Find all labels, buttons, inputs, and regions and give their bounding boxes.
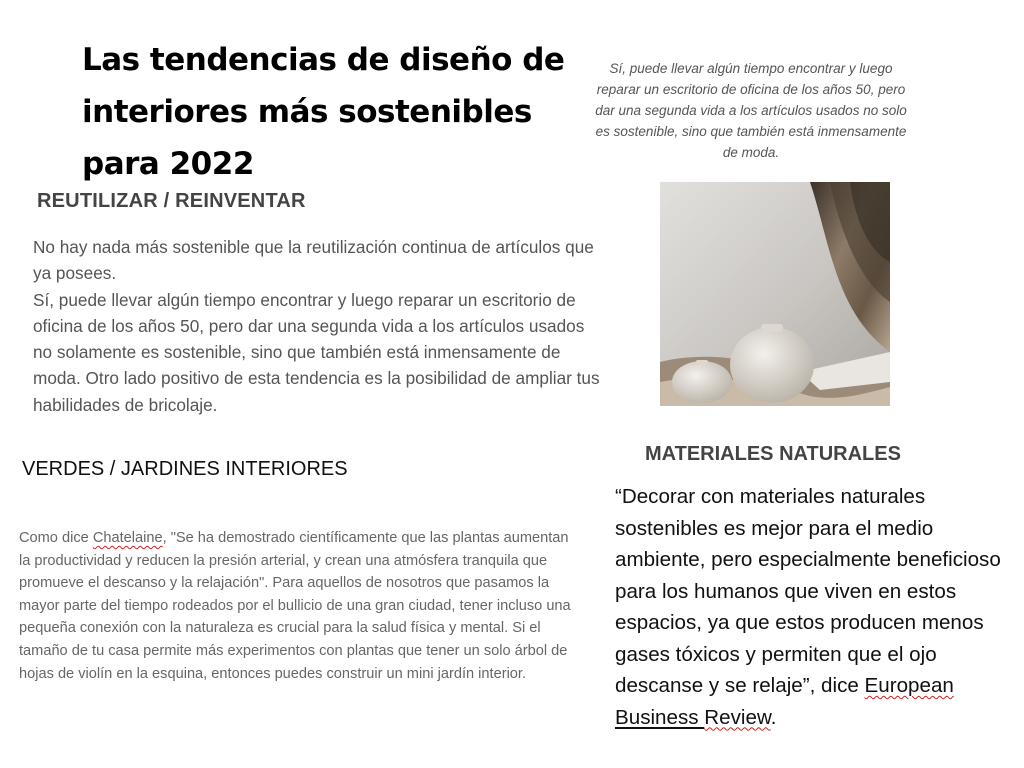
reuse-paragraph (33, 234, 608, 418)
quote-end: . (770, 705, 777, 729)
chatelaine-source: Chatelaine (92, 530, 163, 546)
page-title: Las tendencias de diseño de interiores más sostenibles para 2022 (82, 42, 565, 182)
materials-quote-text: “Decorar con materiales naturales sostenibles es mejor para el medio ambiente, pero especialmente beneficioso para los humanos que viven en estos espacios, ya que estos producen menos gases tóxicos y permiten que el ojo descanse y se relaje”, dice (615, 485, 1001, 697)
green-paragraph (19, 527, 579, 685)
green-body: , "Se ha demostrado científicamente que las plantas aumentan la productividad y reducen la presión arterial, y crean una atmósfera tranquila que promueve el descanso y la relajación". Para aquellos de nosotros que pasamos la mayor parte del tiempo rodeados por el bullicio de una gran ciudad, tener incluso una pequeña conexión con la naturaleza es crucial para la salud física y mental. Si el tamaño de tu casa permite más experimentos con plantas que tener un solo árbol de hojas de violín en la esquina, entonces puedes construir un mini jardín interior. (19, 530, 571, 682)
source-european: European (864, 674, 954, 697)
section-heading-materials: MATERIALES NATURALES (645, 443, 901, 465)
source-business: Business (615, 705, 705, 729)
source-review: Review (704, 705, 771, 729)
materials-quote (615, 481, 1015, 733)
pull-quote: Sí, puede llevar algún tiempo encontrar y luego reparar un escritorio de oficina de los años 50, pero dar una segunda vida a los artículos usados no solo es sostenible, sino que también está inmensamente de moda. (595, 61, 907, 160)
green-prefix: Como dice (19, 530, 93, 546)
section-heading-green: VERDES / JARDINES INTERIORES (22, 458, 348, 480)
reuse-line-2: Sí, puede llevar algún tiempo encontrar y luego reparar un escritorio de oficina de los años 50, pero dar una segunda vida a los artículos usados no solamente es sostenible, sino que también está inmensamente de moda. Otro lado positivo de esta tendencia es la posibilidad de ampliar tus habilidades de bricolaje. (33, 289, 600, 415)
vases-photo (660, 182, 890, 406)
reuse-line-1: No hay nada más sostenible que la reutilización continua de artículos que ya posees. (33, 237, 594, 284)
section-heading-reuse: REUTILIZAR / REINVENTAR (37, 190, 306, 212)
